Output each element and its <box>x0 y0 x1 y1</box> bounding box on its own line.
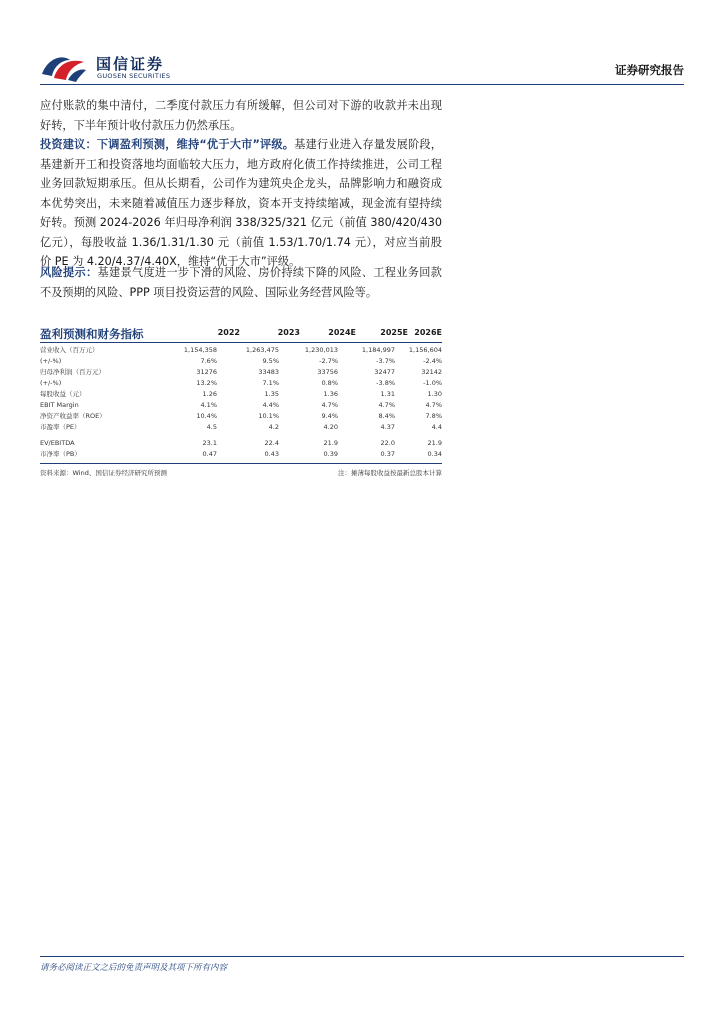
table-cell: 1.30 <box>427 390 442 398</box>
report-type-label: 证券研究报告 <box>615 63 684 77</box>
table-title: 盈利预测和财务指标 <box>40 327 144 341</box>
table-cell: 33483 <box>258 368 279 376</box>
table-cell: 4.1% <box>200 401 217 409</box>
table-cell: 10.1% <box>258 412 279 420</box>
table-cell: 0.37 <box>380 450 395 458</box>
table-cell: 4.7% <box>378 401 395 409</box>
row-label: 市净率（PB） <box>40 450 81 458</box>
header-divider <box>40 84 684 85</box>
row-label: 净资产收益率（ROE） <box>40 412 106 420</box>
table-source-note: 资料来源：Wind、国信证券经济研究所预测 <box>40 469 167 477</box>
table-cell: 4.7% <box>321 401 338 409</box>
paragraph-investment-advice <box>40 135 442 272</box>
table-cell: 33756 <box>317 368 338 376</box>
table-cell: 1,184,997 <box>361 346 395 354</box>
footer-divider <box>40 956 684 957</box>
table-cell: 13.2% <box>196 379 217 387</box>
table-cell: 1,230,013 <box>304 346 338 354</box>
table-row <box>40 389 442 399</box>
table-cell: 21.9 <box>323 439 338 447</box>
table-cell: -2.4% <box>423 357 442 365</box>
page-header <box>40 50 684 84</box>
table-cell: -2.7% <box>319 357 338 365</box>
table-row <box>40 367 442 377</box>
table-cell: 8.4% <box>378 412 395 420</box>
table-cell: 0.39 <box>323 450 338 458</box>
table-cell: 32142 <box>421 368 442 376</box>
table-cell: 10.4% <box>196 412 217 420</box>
row-label: 每股收益（元） <box>40 390 86 398</box>
table-cell: 4.37 <box>380 423 395 431</box>
table-cell: -3.8% <box>376 379 395 387</box>
table-cell: 7.6% <box>200 357 217 365</box>
risk-heading: 风险提示： <box>40 266 98 279</box>
table-cell: 23.1 <box>202 439 217 447</box>
table-cell: 21.9 <box>427 439 442 447</box>
table-cell: 4.4 <box>431 423 442 431</box>
table-row <box>40 422 442 432</box>
table-row <box>40 400 442 410</box>
investment-advice-text: 基建行业进入存量发展阶段，基建新开工和投资落地均面临较大压力，地方政府化债工作持续推进，公司工程业务回款短期承压。但从长期看，公司作为建筑央企龙头，品牌影响力和融资成本优势突出，未来随着减值压力逐步释放，资本开支持续缩减，现金流有望持续好转。预测 2024-2026 年归母净利润 338/325/321 亿元（前值 380/420/430 亿元），每股收益 1.36/1.31/1.30 元（前值 1.53/1.70/1.74 元），对应当前股价 PE 为 4.20/4.37/4.40X，维持“优于大市”评级。 <box>40 138 442 268</box>
table-cell: 1.36 <box>323 390 338 398</box>
table-cell: 1,263,475 <box>245 346 279 354</box>
table-row <box>40 356 442 366</box>
table-cell: 1,154,358 <box>183 346 217 354</box>
year-header: 2026E <box>414 328 442 337</box>
table-bottom-rule <box>40 463 442 464</box>
table-cell: 9.4% <box>321 412 338 420</box>
year-header: 2023 <box>277 328 300 337</box>
table-cell: 1.26 <box>202 390 217 398</box>
year-header: 2022 <box>217 328 240 337</box>
row-label: 归母净利润（百万元） <box>40 368 105 376</box>
row-label: (+/-%) <box>40 357 62 365</box>
investment-advice-heading: 投资建议：下调盈利预测，维持“优于大市”评级。 <box>40 138 295 151</box>
table-cell: 31276 <box>196 368 217 376</box>
guosen-logo-icon <box>40 52 88 82</box>
table-cell: 0.8% <box>321 379 338 387</box>
table-cell: 7.8% <box>425 412 442 420</box>
row-label: EV/EBITDA <box>40 439 75 447</box>
table-cell: 4.4% <box>262 401 279 409</box>
table-cell: 1.31 <box>380 390 395 398</box>
brand-name-en: GUOSEN SECURITIES <box>97 72 171 80</box>
table-cell: 0.34 <box>427 450 442 458</box>
table-cell: -3.7% <box>376 357 395 365</box>
table-row <box>40 345 442 355</box>
table-cell: 1,156,604 <box>408 346 442 354</box>
table-top-rule <box>40 342 442 343</box>
table-cell: 4.2 <box>268 423 279 431</box>
table-cell: 4.5 <box>206 423 217 431</box>
table-cell: 4.20 <box>323 423 338 431</box>
table-row <box>40 438 442 448</box>
table-cell: -1.0% <box>423 379 442 387</box>
table-footnote: 注：摊薄每股收益按最新总股本计算 <box>338 469 442 477</box>
table-cell: 32477 <box>374 368 395 376</box>
table-cell: 22.4 <box>264 439 279 447</box>
table-cell: 0.43 <box>264 450 279 458</box>
row-label: EBIT Margin <box>40 401 79 409</box>
paragraph-risk <box>40 263 442 302</box>
table-cell: 9.5% <box>262 357 279 365</box>
row-label: 营业收入（百万元） <box>40 346 99 354</box>
table-cell: 0.47 <box>202 450 217 458</box>
table-cell: 22.0 <box>380 439 395 447</box>
paragraph-receivables: 应付账款的集中清付，二季度付款压力有所缓解，但公司对下游的收款并未出现好转，下半年预计收付款压力仍然承压。 <box>40 99 442 132</box>
table-row <box>40 411 442 421</box>
year-header: 2025E <box>380 328 408 337</box>
disclaimer-footer: 请务必阅读正文之后的免责声明及其项下所有内容 <box>40 963 228 973</box>
table-cell: 7.1% <box>262 379 279 387</box>
row-label: 市盈率（PE） <box>40 423 81 431</box>
table-row <box>40 378 442 388</box>
year-header: 2024E <box>328 328 356 337</box>
table-cell: 1.35 <box>264 390 279 398</box>
brand-name: 国信证券 <box>96 55 165 73</box>
table-row <box>40 449 442 459</box>
risk-text: 基建景气度进一步下滑的风险、房价持续下降的风险、工程业务回款不及预期的风险、PPP 项目投资运营的风险、国际业务经营风险等。 <box>40 266 442 299</box>
table-cell: 4.7% <box>425 401 442 409</box>
row-label: (+/-%) <box>40 379 62 387</box>
